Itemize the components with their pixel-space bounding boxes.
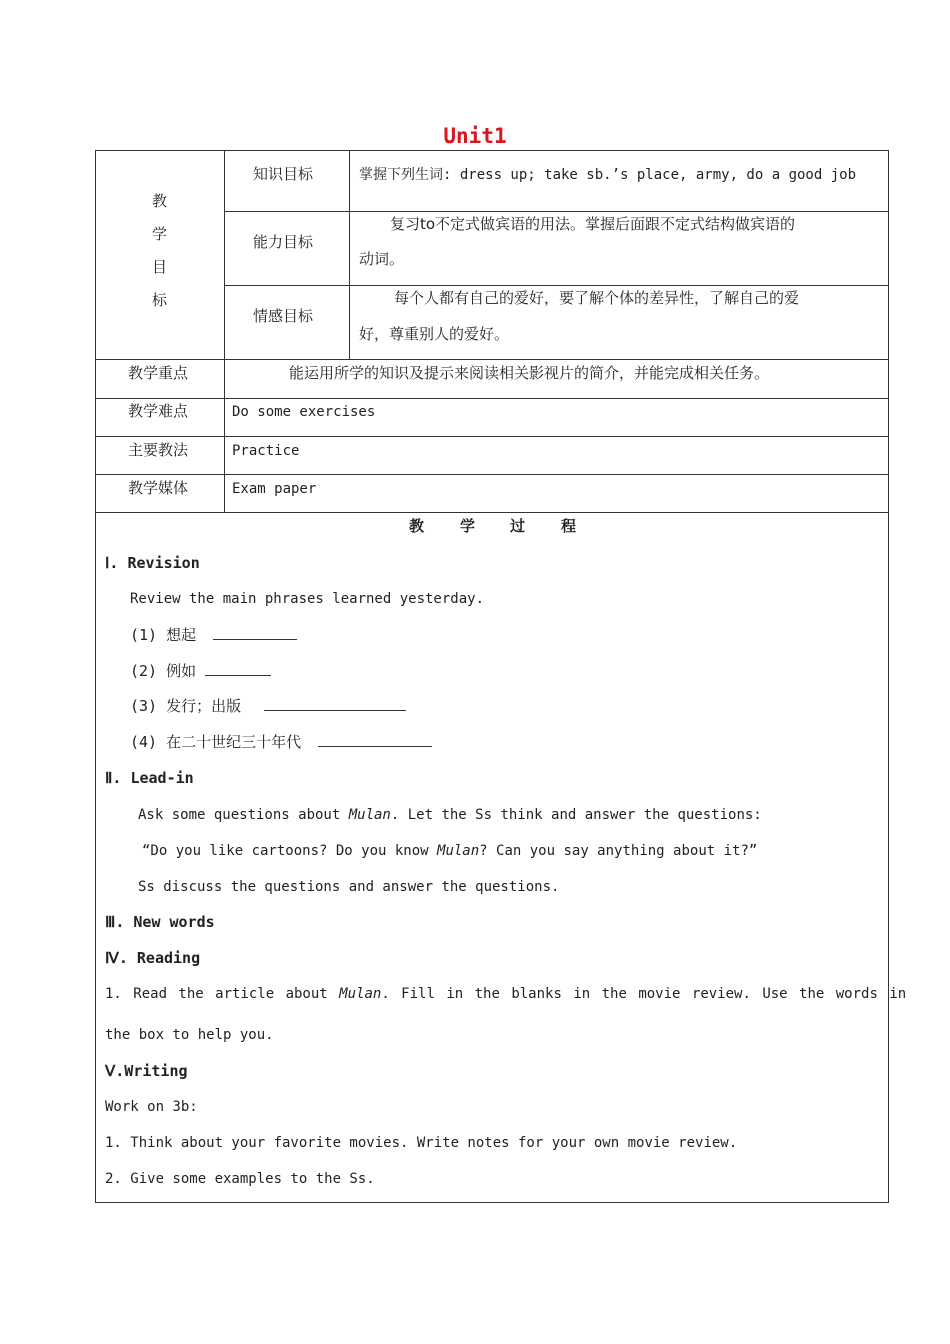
- process-heading-char: 程: [561, 517, 577, 535]
- item-number: (4): [130, 733, 158, 751]
- divider: [96, 436, 889, 437]
- answer-blank[interactable]: [205, 661, 271, 676]
- objectives-label-char: 标: [152, 291, 168, 309]
- objective-label: 知识目标: [253, 165, 314, 183]
- divider: [224, 211, 889, 212]
- row-value: Do some exercises: [232, 404, 376, 420]
- divider: [224, 151, 225, 512]
- item-text: 在二十世纪三十年代: [166, 733, 302, 751]
- objective-label: 情感目标: [253, 307, 314, 325]
- lesson-plan-table: [95, 150, 907, 1203]
- revision-item: [130, 625, 297, 645]
- section-heading: Ⅳ. Reading: [105, 949, 201, 967]
- row-label: 教学媒体: [128, 479, 189, 497]
- item-number: (1): [130, 626, 158, 644]
- section-text: 1. Think about your favorite movies. Write notes for your own movie review.: [105, 1135, 738, 1151]
- answer-blank[interactable]: [264, 696, 406, 711]
- objective-content-line: 动词。: [359, 250, 405, 268]
- movie-title: Mulan: [348, 807, 391, 823]
- text-part: Ask some questions about: [138, 807, 349, 823]
- text-part: “Do you like cartoons? Do you know: [142, 843, 438, 859]
- revision-item: [130, 696, 406, 716]
- divider: [96, 512, 889, 513]
- section-text: Ss discuss the questions and answer the questions.: [138, 879, 560, 895]
- page-title: Unit1: [443, 124, 507, 148]
- row-value: Exam paper: [232, 481, 317, 497]
- section-text: [105, 984, 906, 1004]
- item-text: 例如: [166, 662, 197, 680]
- divider: [96, 359, 889, 360]
- item-text: 想起: [166, 626, 197, 644]
- objective-content-line: 复习to不定式做宾语的用法。掌握后面跟不定式结构做宾语的: [390, 215, 796, 233]
- section-text: [138, 805, 762, 825]
- section-text: [142, 841, 757, 861]
- row-label: 教学难点: [128, 402, 189, 420]
- item-number: (2): [130, 662, 158, 680]
- objective-label: 能力目标: [253, 233, 314, 251]
- process-heading-char: 过: [510, 517, 526, 535]
- section-heading: Ⅰ. Revision: [105, 554, 200, 572]
- process-heading-char: 教: [409, 517, 425, 535]
- objective-content-line: 好，尊重别人的爱好。: [359, 325, 510, 343]
- text-part: 1. Read the article about: [105, 986, 340, 1002]
- item-text: 发行；出版: [166, 697, 242, 715]
- objective-content-line: 每个人都有自己的爱好，要了解个体的差异性，了解自己的爱: [394, 289, 800, 307]
- objectives-label-char: 教: [152, 192, 168, 210]
- section-heading: Ⅴ.Writing: [105, 1062, 188, 1080]
- text-part: . Fill in the blanks in the movie review. Use the words in: [381, 986, 907, 1002]
- divider: [96, 474, 889, 475]
- revision-item: [130, 732, 432, 752]
- movie-title: Mulan: [437, 843, 480, 859]
- movie-title: Mulan: [339, 986, 382, 1002]
- divider: [224, 285, 889, 286]
- process-heading-char: 学: [460, 517, 476, 535]
- revision-item: [130, 661, 271, 681]
- section-heading: Ⅱ. Lead-in: [105, 769, 194, 787]
- row-value: 能运用所学的知识及提示来阅读相关影视片的简介，并能完成相关任务。: [289, 364, 770, 382]
- section-text: the box to help you.: [105, 1027, 274, 1043]
- row-label: 教学重点: [128, 364, 189, 382]
- section-heading: Ⅲ. New words: [105, 913, 215, 931]
- item-number: (3): [130, 697, 158, 715]
- answer-blank[interactable]: [213, 625, 297, 640]
- text-part: . Let the Ss think and answer the questions:: [390, 807, 762, 823]
- row-value: Practice: [232, 443, 300, 459]
- objectives-label-char: 学: [152, 225, 168, 243]
- section-text: Review the main phrases learned yesterday.: [130, 591, 485, 607]
- text-part: ? Can you say anything about it?”: [479, 843, 758, 859]
- section-text: Work on 3b:: [105, 1099, 198, 1115]
- answer-blank[interactable]: [318, 732, 432, 747]
- row-label: 主要教法: [128, 441, 189, 459]
- objectives-label-char: 目: [152, 258, 168, 276]
- objective-content: 掌握下列生词: dress up; take sb.’s place, army, do a good job: [359, 167, 857, 183]
- divider: [96, 398, 889, 399]
- divider: [349, 151, 350, 359]
- section-text: 2. Give some examples to the Ss.: [105, 1171, 375, 1187]
